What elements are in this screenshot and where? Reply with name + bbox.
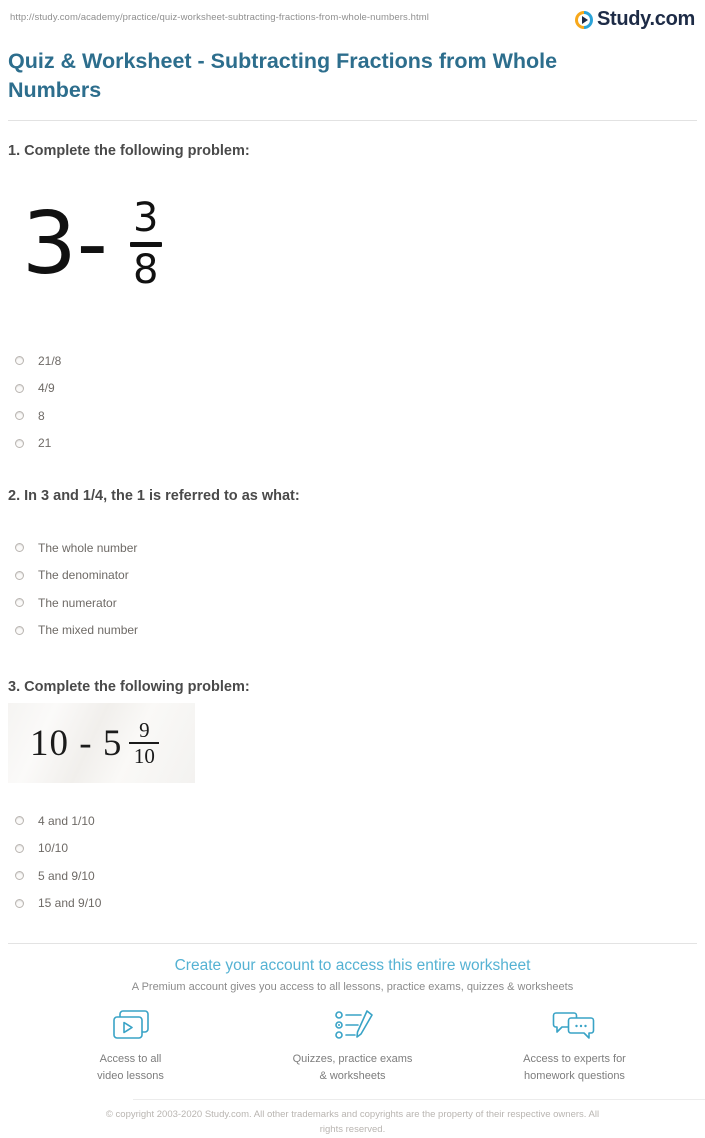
option-label: 8 — [38, 408, 45, 423]
radio-button[interactable] — [15, 384, 24, 393]
question-1-math-expression — [22, 181, 697, 307]
math-lead-terms: 10 - 5 — [30, 722, 123, 764]
answer-option[interactable] — [8, 890, 697, 918]
option-label: 4/9 — [38, 381, 55, 396]
question-3-math-image — [8, 703, 195, 783]
option-label: 10/10 — [38, 841, 69, 856]
benefit-quizzes — [268, 1009, 438, 1085]
radio-button[interactable] — [15, 411, 24, 420]
benefit-experts — [490, 1009, 660, 1085]
answer-option[interactable] — [8, 862, 697, 890]
radio-button[interactable] — [15, 439, 24, 448]
benefit-label: Access to all video lessons — [97, 1053, 164, 1083]
studycom-logo — [575, 8, 695, 31]
print-header — [8, 0, 697, 31]
radio-button[interactable] — [15, 816, 24, 825]
question-3-math-expression — [30, 719, 159, 767]
page-url: http://study.com/academy/practice/quiz-worksheet-subtracting-fractions-from-whole-numbers.html — [10, 12, 429, 23]
copyright-text: © copyright 2003-2020 Study.com. All other trademarks and copyrights are the property of their respective owners. All rights reserved. — [105, 1109, 600, 1136]
question-1-options — [8, 347, 697, 457]
question-2-heading: 2. In 3 and 1/4, the 1 is referred to as what: — [8, 488, 300, 505]
question-1-heading: 1. Complete the following problem: — [8, 143, 250, 160]
option-label: The whole number — [38, 540, 138, 555]
option-label: 5 and 9/10 — [38, 868, 95, 883]
answer-option[interactable] — [8, 430, 697, 458]
radio-button[interactable] — [15, 543, 24, 552]
question-3 — [8, 679, 697, 917]
math-whole-number: 3- — [22, 194, 108, 295]
answer-option[interactable] — [8, 589, 697, 617]
radio-button[interactable] — [15, 899, 24, 908]
radio-button[interactable] — [15, 598, 24, 607]
option-label: 4 and 1/10 — [38, 813, 95, 828]
answer-option[interactable] — [8, 347, 697, 375]
radio-button[interactable] — [15, 844, 24, 853]
answer-option[interactable] — [8, 617, 697, 645]
option-label: The mixed number — [38, 623, 139, 638]
cta-title: Create your account to access this entire worksheet — [174, 957, 531, 975]
option-label: The numerator — [38, 595, 117, 610]
fraction-numerator: 9 — [139, 717, 150, 742]
question-3-options — [8, 807, 697, 917]
radio-button[interactable] — [15, 571, 24, 580]
title-divider — [8, 120, 697, 121]
answer-option[interactable] — [8, 534, 697, 562]
math-fraction — [130, 194, 162, 293]
question-1 — [8, 143, 697, 457]
answer-option[interactable] — [8, 562, 697, 590]
benefit-label: Access to experts for homework questions — [523, 1053, 626, 1083]
chat-experts-icon — [552, 1009, 598, 1043]
answer-option[interactable] — [8, 835, 697, 863]
option-label: The denominator — [38, 568, 129, 583]
math-fraction — [129, 719, 159, 767]
question-2-options — [8, 534, 697, 644]
cta-subtitle: A Premium account gives you access to all lessons, practice exams, quizzes & worksheets — [131, 981, 574, 994]
benefits-row — [8, 1009, 697, 1085]
play-circle-logo-icon — [575, 11, 593, 29]
quizzes-pencil-icon — [331, 1009, 375, 1043]
footer-divider — [8, 943, 697, 944]
video-lessons-icon — [109, 1009, 153, 1043]
answer-option[interactable] — [8, 402, 697, 430]
fraction-denominator: 10 — [133, 744, 155, 769]
logo-wordmark: Study.com — [596, 8, 695, 30]
fraction-denominator: 8 — [133, 246, 159, 293]
question-2 — [8, 488, 697, 644]
radio-button[interactable] — [15, 871, 24, 880]
radio-button[interactable] — [15, 356, 24, 365]
radio-button[interactable] — [15, 626, 24, 635]
option-label: 21 — [38, 436, 52, 451]
benefit-video-lessons — [46, 1009, 216, 1085]
answer-option[interactable] — [8, 375, 697, 403]
benefit-label: Quizzes, practice exams & worksheets — [292, 1053, 413, 1083]
fraction-numerator: 3 — [133, 194, 159, 241]
answer-option[interactable] — [8, 807, 697, 835]
question-3-heading: 3. Complete the following problem: — [8, 679, 250, 696]
copyright-divider — [133, 1099, 705, 1100]
fraction-bar — [130, 242, 162, 247]
option-label: 21/8 — [38, 353, 62, 368]
option-label: 15 and 9/10 — [38, 896, 102, 911]
page-title: Quiz & Worksheet - Subtracting Fractions from Whole Numbers — [8, 49, 558, 103]
